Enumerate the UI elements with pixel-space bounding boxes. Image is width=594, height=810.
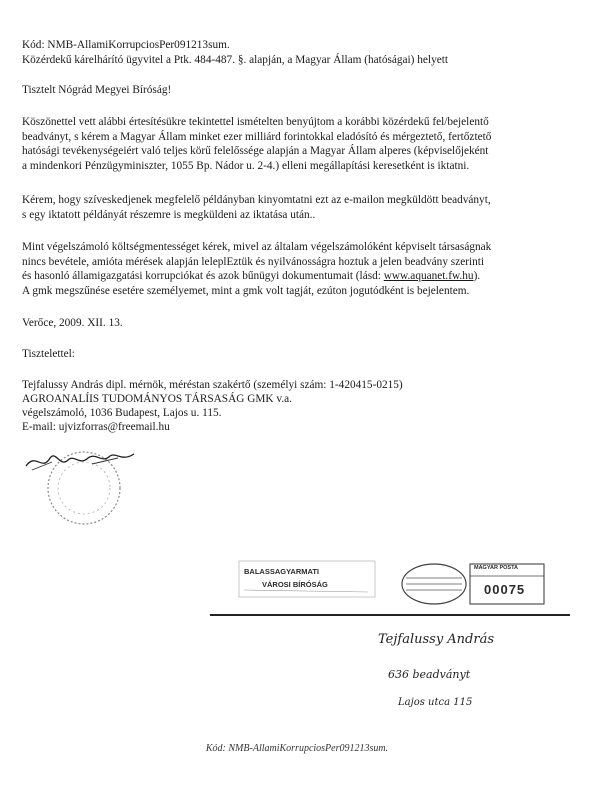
paragraph-1-line: a mindenkori Pénzügyminiszter, 1055 Bp. Nádor u. 2-4.) elleni megállapítási keresetként is iktatni. [22, 159, 470, 172]
stamp-underline [210, 614, 570, 616]
postage-meter-graphic [398, 560, 548, 608]
postage-meter-label: MAGYAR POSTA [474, 565, 519, 571]
paragraph-2 [22, 193, 582, 222]
paragraph-1 [22, 115, 582, 173]
paragraph-3-text: ). [473, 270, 481, 283]
paragraph-1-line: Köszönettel vett alábbi értesítésükre tekintettel ismételten benyújtom a korábbi közérdekű fel/bejelentő [22, 116, 489, 128]
paragraph-1-line: hatósági tevékenységeiért való teljes körű felelőssége alapján a Magyar Állam alperes (képviselőjeként [22, 145, 489, 158]
paragraph-2-line: s egy iktatott példányát részemre is megküldeni az iktatása után.. [22, 208, 316, 221]
sender-company: AGROANALÍIS TUDOMÁNYOS TÁRSASÁG GMK v.a. [22, 393, 292, 405]
paragraph-3-line: Mint végelszámoló költségmentességet kérek, mivel az általam végelszámolóként képviselt társaságnak [22, 241, 492, 253]
handwritten-receipt-line-3: Lajos utca 115 [398, 697, 473, 708]
paragraph-1-line: beadványt, s kérem a Magyar Állam minket ezer milliárd forintokkal eladósító és mérgeztető, fertőztető [22, 130, 492, 143]
postage-meter-value: 00075 [484, 582, 526, 597]
paragraph-2-line: Kérem, hogy szíveskedjenek megfelelő példányban kinyomtatni ezt az e-mailon megküldött beadványt, [22, 194, 491, 206]
paragraph-3-line [22, 269, 582, 284]
paragraph-3 [22, 240, 582, 298]
document-code: Kód: NMB-AllamiKorrupciosPer091213sum. [22, 39, 230, 51]
closing: Tisztelettel: [22, 348, 75, 360]
paragraph-3-text: és hasonló államigazgatási korrupciókat és azok bűnügyi dokumentumait (lásd: [22, 270, 384, 283]
salutation: Tisztelt Nógrád Megyei Bíróság! [22, 84, 172, 96]
court-stamp-line-2: VÁROSI BÍRÓSÁG [262, 580, 328, 589]
handwritten-receipt-line-2: 636 beadványt [388, 668, 471, 681]
sender-address: végelszámoló, 1036 Budapest, Lajos u. 115. [22, 407, 222, 419]
sender-name: Tejfalussy András dipl. mérnök, méréstan szakértő (személyi szám: 1-420415-0215) [22, 379, 403, 391]
document-subject: Közérdekű kárelhárító ügyvitel a Ptk. 484-487. §. alapján, a Magyar Állam (hatóságai) helyett [22, 54, 449, 66]
sender-email: E-mail: ujvizforras@freemail.hu [22, 421, 170, 433]
paragraph-3-line: A gmk megszűnése esetére személyemet, mint a gmk volt tagját, ezúton jogutódként is bejelentem. [22, 284, 470, 297]
paragraph-3-line: nincs bevétele, amióta mérések alapján leleplEztük és nyilvánosságra hoztuk a jelen beadvány szerinti [22, 255, 485, 268]
place-date: Verőce, 2009. XII. 13. [22, 317, 123, 329]
court-stamp-line-1: BALASSAGYARMATI [244, 567, 320, 576]
website-link[interactable]: www.aquanet.fw.hu [383, 270, 474, 283]
footer-code: Kód: NMB-AllamiKorrupciosPer091213sum. [205, 743, 389, 754]
handwritten-receipt-line-1: Tejfalussy András [378, 632, 495, 647]
